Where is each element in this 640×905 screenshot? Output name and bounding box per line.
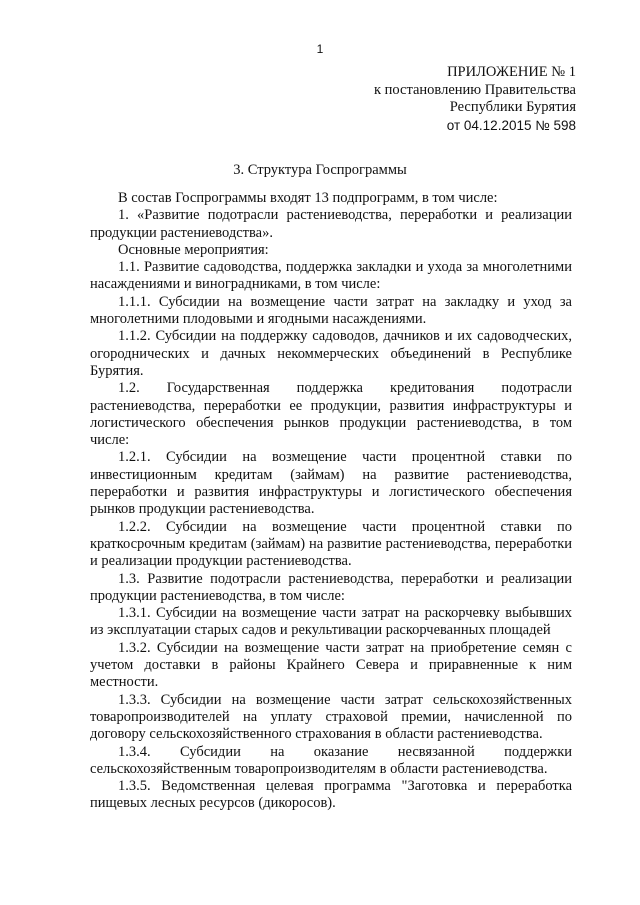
paragraph: 1.2.2. Субсидии на возмещение части процентной ставки по краткосрочным кредитам (займам) на развитие растениеводства, переработки и реализации продукции растениеводства. xyxy=(90,518,572,570)
appendix-republic: Республики Бурятия xyxy=(449,99,576,115)
document-body xyxy=(90,190,572,813)
paragraph: 1.3.3. Субсидии на возмещение части затрат сельскохозяйственных товаропроизводителей на уплату страховой премии, начисленной по договору сельскохозяйственного страхования в области растениеводства. xyxy=(90,691,572,743)
paragraph: 1.3.2. Субсидии на возмещение части затрат на приобретение семян с учетом доставки в районы Крайнего Севера и приравненные к ним местности. xyxy=(90,639,572,691)
paragraph: 1.1.1. Субсидии на возмещение части затрат на закладку и уход за многолетними плодовыми и ягодными насаждениями. xyxy=(90,293,572,328)
paragraph: 1. «Развитие подотрасли растениеводства, переработки и реализации продукции растениеводства». xyxy=(90,207,572,241)
paragraph: 1.3.4. Субсидии на оказание несвязанной поддержки сельскохозяйственным товаропроизводителям в области растениеводства. xyxy=(90,743,572,777)
paragraph: 1.3.5. Ведомственная целевая программа "Заготовка и переработка пищевых лесных ресурсов (дикоросов). xyxy=(90,778,572,812)
appendix-date: от 04.12.2015 № 598 xyxy=(446,117,576,133)
page-number: 1 xyxy=(316,42,324,56)
paragraph: В состав Госпрограммы входят 13 подпрограмм, в том числе: xyxy=(118,190,498,206)
appendix-resolution: к постановлению Правительства xyxy=(374,81,576,98)
appendix-label: ПРИЛОЖЕНИЕ № 1 xyxy=(447,64,576,80)
appendix-header xyxy=(276,64,576,134)
paragraph: 1.2.1. Субсидии на возмещение части процентной ставки по инвестиционным кредитам (займам) на развитие растениеводства, переработки и развития инфраструктуры и логистического обеспечения рынков продукции растениеводства. xyxy=(90,449,572,518)
section-title: 3. Структура Госпрограммы xyxy=(233,162,407,178)
paragraph: 1.3. Развитие подотрасли растениеводства, переработки и реализации продукции растениеводства, в том числе: xyxy=(90,570,572,604)
paragraph: 1.1.2. Субсидии на поддержку садоводов, дачников и их садоводческих, огороднических и дачных некоммерческих объединений в Республике Бурятия. xyxy=(90,328,572,379)
paragraph: 1.1. Развитие садоводства, поддержка закладки и ухода за многолетними насаждениями и виноградниками, в том числе: xyxy=(90,259,572,293)
paragraph: Основные мероприятия: xyxy=(118,241,269,258)
paragraph: 1.3.1. Субсидии на возмещение части затрат на раскорчевку выбывших из эксплуатации старых садов и рекультивации раскорчеванных площадей xyxy=(90,605,572,639)
paragraph: 1.2. Государственная поддержка кредитования подотрасли растениеводства, переработки ее продукции, развития инфраструктуры и логистического обеспечения рынков продукции растениеводства, в том числе: xyxy=(90,380,572,449)
